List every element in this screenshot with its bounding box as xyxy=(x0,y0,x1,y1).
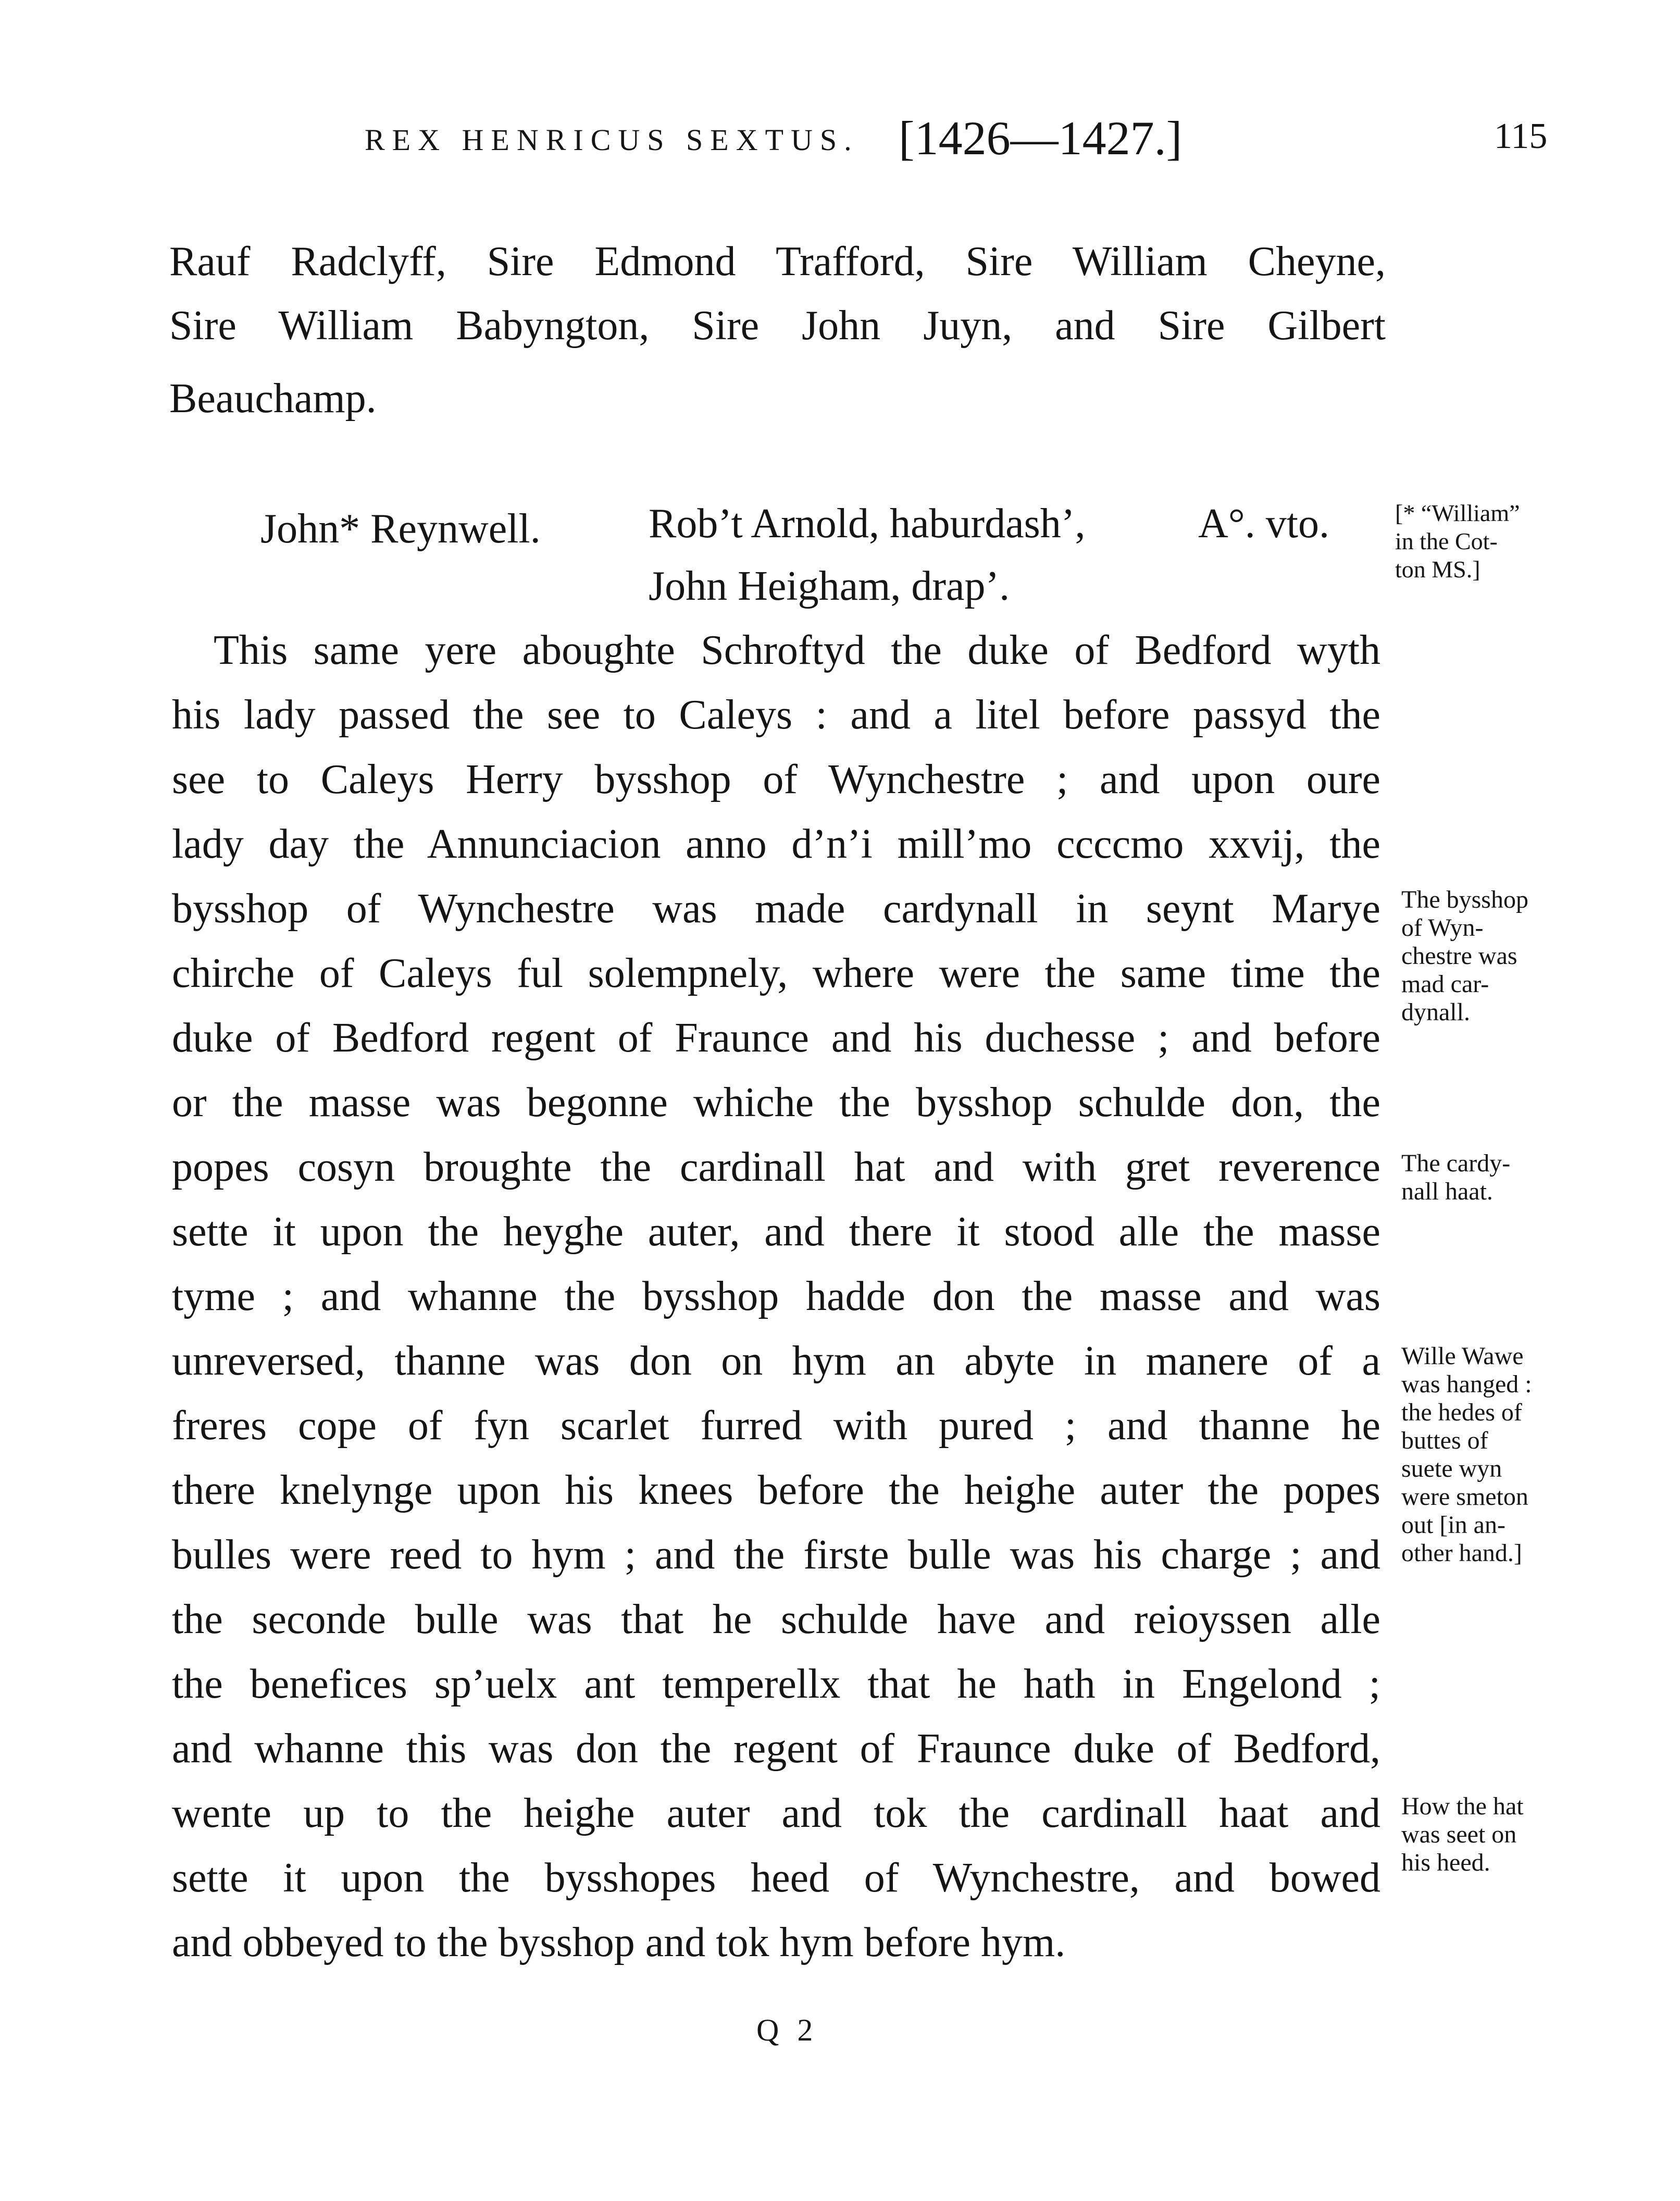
body-line: lady day the Annunciacion anno d’n’i mill’mo ccccmo xxvij, the xyxy=(172,821,1380,867)
sheriff-1: Rob’t Arnold, haburdash’, xyxy=(649,501,1086,547)
margin-note-cardinal-hat: The cardy- nall haat. xyxy=(1401,1149,1511,1205)
body-line: popes cosyn broughte the cardinall hat and with gret reverence xyxy=(172,1144,1380,1190)
body-line: sette it upon the heyghe auter, and there it stood alle the masse xyxy=(172,1209,1380,1255)
mayor-name: John* Reynwell. xyxy=(260,506,541,552)
body-line: and whanne this was don the regent of Fraunce duke of Bedford, xyxy=(172,1726,1380,1772)
body-line: bysshop of Wynchestre was made cardynall in seynt Marye xyxy=(172,886,1380,932)
body-line: sette it upon the bysshopes heed of Wynchestre, and bowed xyxy=(172,1855,1380,1901)
body-line: unreversed, thanne was don on hym an abyte in manere of a xyxy=(172,1338,1380,1384)
running-title: REX HENRICUS SEXTUS. xyxy=(365,123,859,157)
body-line: there knelynge upon his knees before the heighe auter the popes xyxy=(172,1467,1380,1513)
margin-note-wille-wawe: Wille Wawe was hanged : the hedes of buttes of suete wyn were smeton out [in an- other hand.] xyxy=(1401,1342,1532,1567)
margin-note-bishop-cardinal: The bysshop of Wyn- chestre was mad car- dynall. xyxy=(1401,886,1528,1026)
opening-line: Sire William Babyngton, Sire John Juyn, and Sire Gilbert xyxy=(169,303,1386,349)
margin-note-cotton: [* “William” in the Cot- ton MS.] xyxy=(1395,500,1520,583)
body-line: wente up to the heighe auter and tok the cardinall haat and xyxy=(172,1790,1380,1836)
margin-note-hat-set: How the hat was seet on his heed. xyxy=(1401,1792,1524,1876)
regnal-year: A°. vto. xyxy=(1198,501,1329,547)
body-line: see to Caleys Herry bysshop of Wynchestre ; and upon oure xyxy=(172,757,1380,802)
sheriff-2: John Heigham, drap’. xyxy=(649,563,1010,609)
body-line: or the masse was begonne whiche the bysshop schulde don, the xyxy=(172,1080,1380,1126)
body-line: and obbeyed to the bysshop and tok hym before hym. xyxy=(172,1920,1066,1965)
body-line: bulles were reed to hym ; and the firste bulle was his charge ; and xyxy=(172,1532,1380,1578)
header-years: [1426—1427.] xyxy=(899,112,1183,165)
opening-line: Beauchamp. xyxy=(169,376,377,422)
body-line: chirche of Caleys ful solempnely, where were the same time the xyxy=(172,950,1380,996)
body-line: This same yere aboughte Schroftyd the duke of Bedford wyth xyxy=(214,627,1380,673)
body-line: duke of Bedford regent of Fraunce and his duchesse ; and before xyxy=(172,1015,1380,1061)
body-line: tyme ; and whanne the bysshop hadde don the masse and was xyxy=(172,1273,1380,1319)
body-line: his lady passed the see to Caleys : and a litel before passyd the xyxy=(172,692,1380,738)
body-line: the seconde bulle was that he schulde have and reioyssen alle xyxy=(172,1597,1380,1642)
body-line: the benefices sp’uelx ant temperellx that he hath in Engelond ; xyxy=(172,1661,1380,1707)
page-number: 115 xyxy=(1494,116,1548,156)
opening-line: Rauf Radclyff, Sire Edmond Trafford, Sire William Cheyne, xyxy=(169,239,1386,285)
signature-mark: Q 2 xyxy=(756,2013,818,2047)
body-line: freres cope of fyn scarlet furred with pured ; and thanne he xyxy=(172,1403,1380,1449)
